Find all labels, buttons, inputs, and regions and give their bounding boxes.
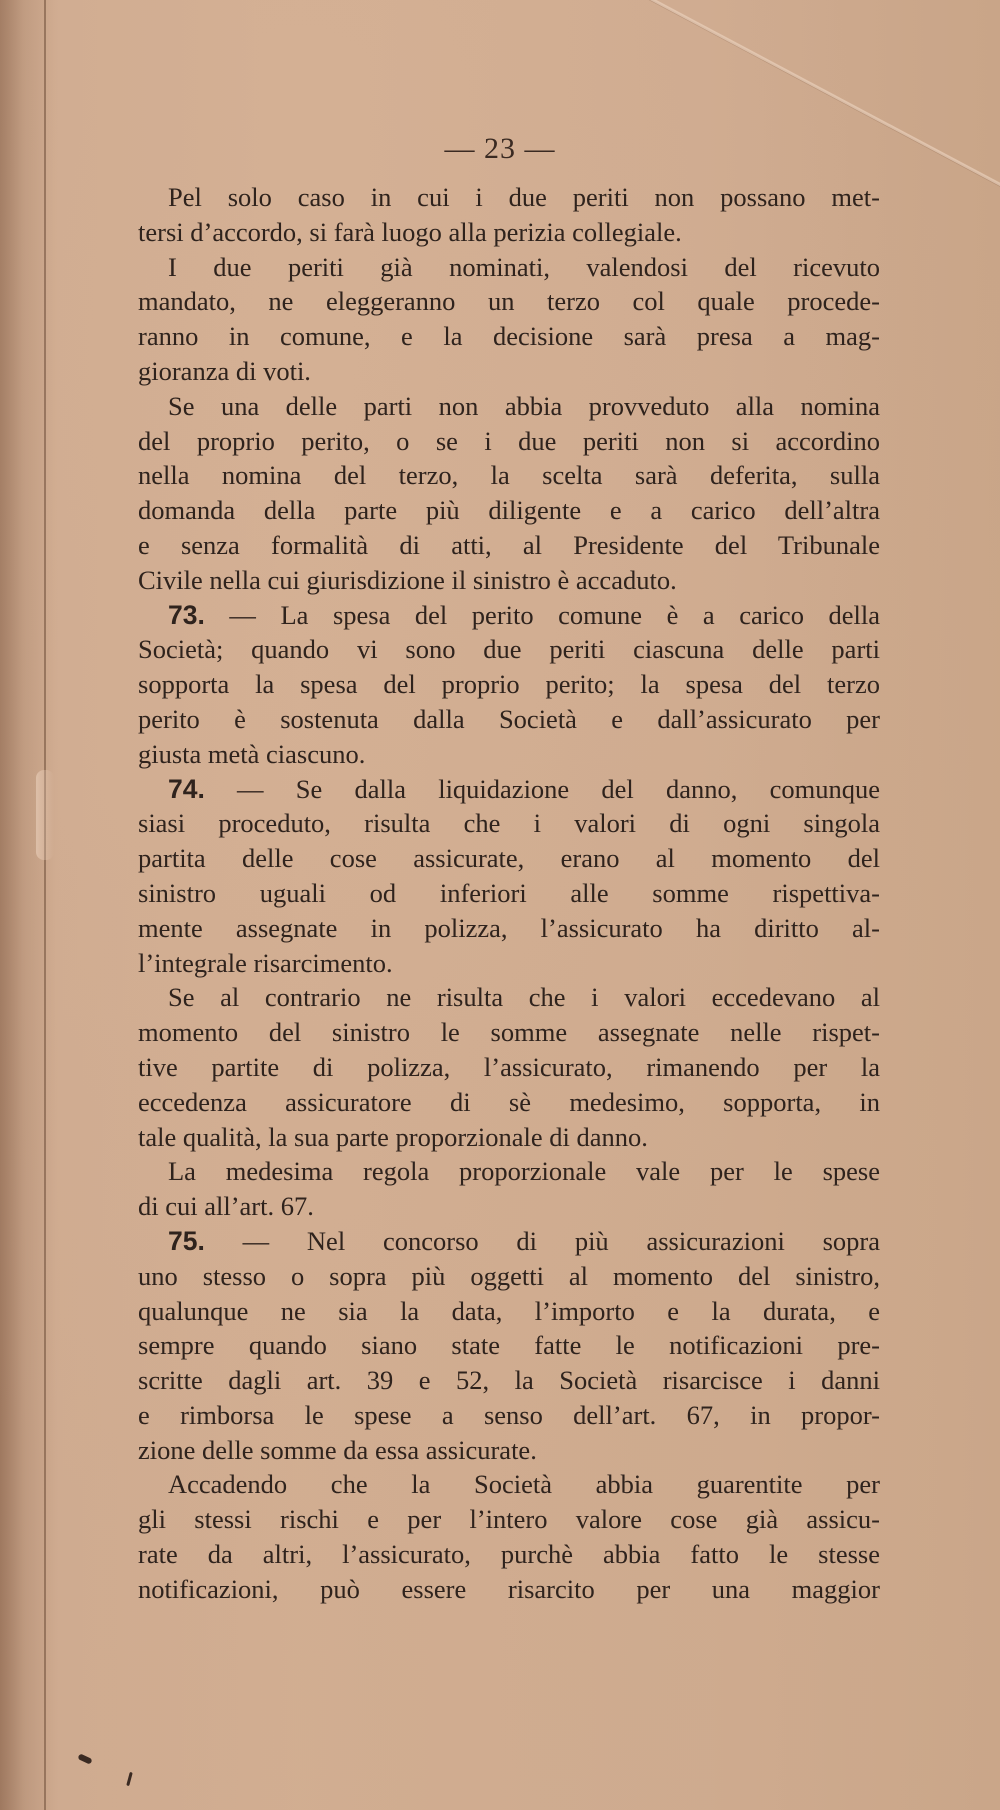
- text-line: [138, 946, 880, 981]
- spine-shadow: [0, 0, 56, 1810]
- line-text: del proprio perito, o se i due periti non si accordino: [138, 425, 880, 456]
- text-line: [138, 424, 880, 459]
- line-text: mente assegnate in polizza, l’assicurato ha diritto al-: [138, 912, 880, 943]
- text-line: [138, 911, 880, 946]
- text-line: [138, 1502, 880, 1537]
- line-text: scritte dagli art. 39 e 52, la Società risarcisce i danni: [138, 1365, 880, 1396]
- text-line: [138, 1363, 880, 1398]
- line-text: e rimborsa le spese a senso dell’art. 67, in propor-: [138, 1399, 880, 1430]
- line-text: sempre quando siano state fatte le notificazioni pre-: [138, 1330, 880, 1361]
- ink-mark: [126, 1772, 133, 1786]
- text-line: [138, 493, 880, 528]
- ink-mark: [77, 1753, 92, 1764]
- line-text: di cui all’art. 67.: [138, 1191, 314, 1222]
- line-text: Se al contrario ne risulta che i valori eccedevano al: [168, 982, 880, 1013]
- line-text: uno stesso o sopra più oggetti al momento del sinistro,: [138, 1260, 880, 1291]
- text-line: [138, 180, 880, 215]
- line-text: eccedenza assicuratore di sè medesimo, sopporta, in: [138, 1086, 880, 1117]
- article-number: 74.: [168, 773, 205, 804]
- text-line: [138, 772, 880, 807]
- text-line: [138, 1398, 880, 1433]
- text-line: [138, 841, 880, 876]
- text-line: [138, 1433, 880, 1468]
- line-text: — La spesa del perito comune è a carico della: [204, 599, 880, 630]
- line-text: e senza formalità di atti, al Presidente del Tribunale: [138, 529, 880, 560]
- line-text: sinistro uguali od inferiori alle somme rispettiva-: [138, 877, 880, 908]
- line-text: nella nomina del terzo, la scelta sarà deferita, sulla: [138, 460, 880, 491]
- line-text: notificazioni, può essere risarcito per una maggior: [138, 1573, 880, 1604]
- text-line: [138, 458, 880, 493]
- binding-fold-line: [44, 0, 46, 1810]
- article-number: 75.: [168, 1225, 205, 1256]
- text-line: [138, 1572, 880, 1607]
- text-line: [138, 1537, 880, 1572]
- text-line: [138, 319, 880, 354]
- line-text: Accadendo che la Società abbia guarentite per: [168, 1469, 880, 1500]
- article-number: 73.: [168, 599, 205, 630]
- line-text: La medesima regola proporzionale vale per le spese: [168, 1156, 880, 1187]
- text-line: [138, 250, 880, 285]
- text-line: [138, 1467, 880, 1502]
- line-text: tersi d’accordo, si farà luogo alla perizia collegiale.: [138, 216, 682, 247]
- line-text: sopporta la spesa del proprio perito; la spesa del terzo: [138, 669, 880, 700]
- line-text: l’integrale risarcimento.: [138, 947, 393, 978]
- text-line: [138, 1294, 880, 1329]
- text-line: [138, 1154, 880, 1189]
- text-line: [138, 284, 880, 319]
- line-text: partita delle cose assicurate, erano al momento del: [138, 843, 880, 874]
- line-text: I due periti già nominati, valendosi del ricevuto: [168, 251, 880, 282]
- body-text: [138, 180, 880, 1607]
- line-text: Pel solo caso in cui i due periti non possano met-: [168, 182, 880, 212]
- text-line: [138, 354, 880, 389]
- text-line: [138, 1224, 880, 1259]
- line-text: gli stessi rischi e per l’intero valore cose già assicu-: [138, 1504, 880, 1535]
- text-line: [138, 215, 880, 250]
- line-text: momento del sinistro le somme assegnate nelle rispet-: [138, 1017, 880, 1048]
- text-line: [138, 1015, 880, 1050]
- text-line: [138, 1050, 880, 1085]
- text-line: [138, 1189, 880, 1224]
- text-line: [138, 737, 880, 772]
- line-text: tive partite di polizza, l’assicurato, rimanendo per la: [138, 1051, 880, 1082]
- text-line: [138, 667, 880, 702]
- text-line: [138, 1085, 880, 1120]
- line-text: — Nel concorso di più assicurazioni sopra: [204, 1225, 880, 1256]
- text-line: [138, 1328, 880, 1363]
- line-text: domanda della parte più diligente e a carico dell’altra: [138, 495, 880, 526]
- text-line: [138, 563, 880, 598]
- text-line: [138, 1259, 880, 1294]
- line-text: Civile nella cui giurisdizione il sinistro è accaduto.: [138, 564, 677, 595]
- line-text: mandato, ne eleggeranno un terzo col quale procede-: [138, 286, 880, 317]
- line-text: gioranza di voti.: [138, 355, 311, 386]
- text-line: [138, 702, 880, 737]
- text-line: [138, 598, 880, 633]
- text-line: [138, 806, 880, 841]
- line-text: Se una delle parti non abbia provveduto alla nomina: [168, 390, 880, 421]
- line-text: ranno in comune, e la decisione sarà presa a mag-: [138, 321, 880, 352]
- text-line: [138, 389, 880, 424]
- text-line: [138, 1120, 880, 1155]
- line-text: perito è sostenuta dalla Società e dall’assicurato per: [138, 703, 880, 734]
- line-text: qualunque ne sia la data, l’importo e la durata, e: [138, 1295, 880, 1326]
- line-text: giusta metà ciascuno.: [138, 738, 366, 769]
- text-line: [138, 528, 880, 563]
- line-text: — Se dalla liquidazione del danno, comunque: [204, 773, 880, 804]
- line-text: rate da altri, l’assicurato, purchè abbia fatto le stesse: [138, 1539, 880, 1570]
- line-text: tale qualità, la sua parte proporzionale di danno.: [138, 1121, 648, 1152]
- page-number: — 23 —: [444, 132, 556, 165]
- line-text: Società; quando vi sono due periti ciascuna delle parti: [138, 634, 880, 665]
- text-line: [138, 980, 880, 1015]
- line-text: zione delle somme da essa assicurate.: [138, 1434, 537, 1465]
- text-line: [138, 632, 880, 667]
- paper-tear: [36, 770, 54, 860]
- text-line: [138, 876, 880, 911]
- line-text: siasi proceduto, risulta che i valori di ogni singola: [138, 808, 880, 839]
